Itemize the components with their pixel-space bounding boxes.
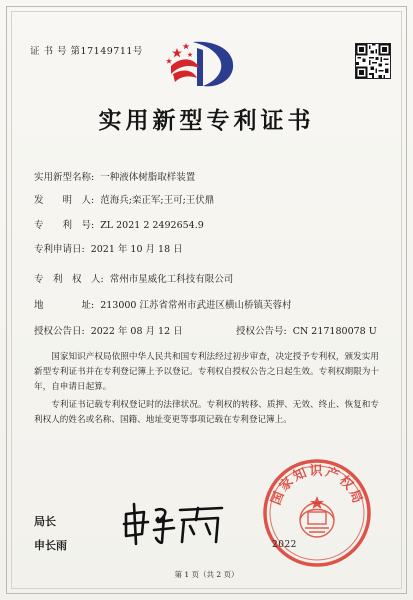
- field-value: ZL 2021 2 2492654.9: [100, 220, 204, 231]
- director-name: 申长雨: [34, 539, 67, 552]
- field-value: 2021 年 10 月 18 日: [90, 244, 183, 255]
- field-value: CN 217180078 U: [292, 326, 377, 337]
- field-label: 授权公告日:: [34, 326, 85, 337]
- field-label: 地 址:: [34, 300, 95, 311]
- cnipa-emblem-icon: [163, 38, 245, 90]
- body-paragraph: 专利证书记载专利权登记时的法律状况。专利权的转移、质押、无效、终止、恢复和专利权人的姓名或名称、国籍、地址变更等事项记载在专利登记簿上。: [34, 400, 379, 425]
- field-label: 专 利 权 人:: [34, 274, 104, 285]
- field-inventors: [34, 192, 214, 206]
- field-label: 授权公告号:: [236, 326, 287, 337]
- field-label: 实用新型名称:: [34, 172, 95, 183]
- director-block: [34, 513, 67, 561]
- field-value: 213000 江苏省常州市武进区横山桥镇芙蓉村: [100, 300, 292, 311]
- field-grant-date: [34, 323, 183, 337]
- field-value: 一种液体树脂取样装置: [100, 172, 196, 183]
- official-seal-icon: [262, 458, 372, 568]
- field-application-date: [34, 241, 183, 255]
- seal-date: 2022: [272, 540, 297, 550]
- document-title: 实用新型专利证书: [98, 107, 315, 134]
- field-patentee: [34, 271, 233, 285]
- field-label: 专 利 号:: [34, 220, 95, 231]
- body-paragraph: 国家知识产权局依照中华人民共和国专利法经过初步审查，决定授予专利权，颁发实用新型专利证书并在专利登记簿上予以登记。专利权自授权公告之日起生效。专利权期限为十年，自申请日起算。: [34, 352, 379, 392]
- field-patent-number: [34, 217, 204, 231]
- field-grant-number: [236, 323, 377, 337]
- qr-code-icon: [355, 43, 391, 79]
- signature-icon: [118, 500, 228, 546]
- seal-text: 国家知识产权局: [268, 464, 366, 508]
- field-utility-name: [34, 169, 195, 183]
- field-label: 专利申请日:: [34, 244, 85, 255]
- certificate-number: 证 书 号 第17149711号: [30, 46, 143, 57]
- director-title: 局长: [34, 515, 56, 528]
- field-value: 常州市星威化工科技有限公司: [109, 274, 234, 285]
- field-value: 2022 年 08 月 12 日: [90, 326, 183, 337]
- page-footer: 第 1 页（共 2 页）: [174, 570, 239, 579]
- field-address: [34, 297, 292, 311]
- field-label: 发 明 人:: [34, 195, 95, 206]
- field-value: 范海兵;栾正军;王可;王伏鼎: [100, 195, 215, 206]
